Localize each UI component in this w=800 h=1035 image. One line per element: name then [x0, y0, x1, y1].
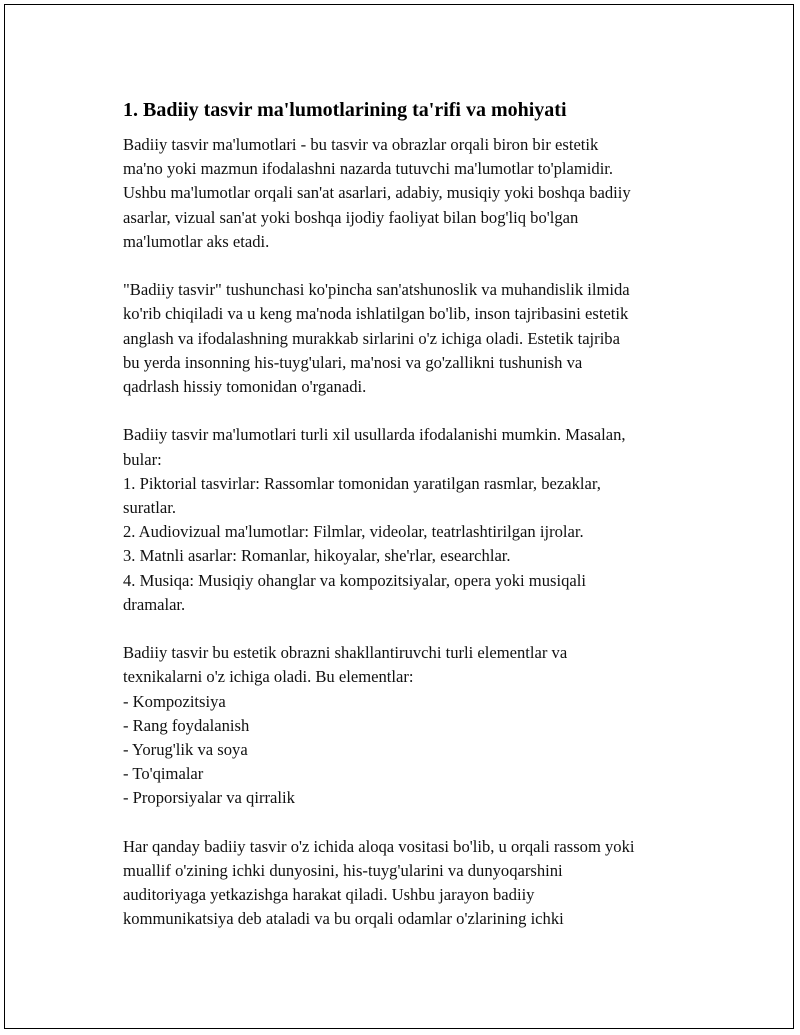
list-item: - Rang foydalanish: [123, 715, 250, 735]
text-line: ma'lumotlar aks etadi.: [123, 231, 270, 251]
list-item: 2. Audiovizual ma'lumotlar: Filmlar, videolar, teatrlashtirilgan ijrolar.: [123, 522, 584, 542]
text-line: Badiiy tasvir ma'lumotlari - bu tasvir va obrazlar orqali biron bir estetik: [123, 135, 599, 154]
list-item: - Yorug'lik va soya: [123, 740, 248, 760]
text-line: Badiiy tasvir bu estetik obrazni shakllantiruvchi turli elementlar va: [123, 643, 568, 663]
paragraph-elements-list: [123, 641, 705, 810]
page-frame: [4, 4, 794, 1029]
text-line: "Badiiy tasvir" tushunchasi ko'pincha san'atshunoslik va muhandislik ilmida: [123, 280, 630, 300]
list-item: 3. Matnli asarlar: Romanlar, hikoyalar, she'rlar, esearchlar.: [123, 546, 511, 566]
text-line: kommunikatsiya deb ataladi va bu orqali odamlar o'zlarining ichki: [123, 909, 564, 929]
list-item: 4. Musiqa: Musiqiy ohanglar va kompozitsiyalar, opera yoki musiqali: [123, 570, 586, 590]
text-line: anglash va ifodalashning murakkab sirlarini o'z ichiga oladi. Estetik tajriba: [123, 328, 620, 348]
text-line: asarlar, vizual san'at yoki boshqa ijodiy faoliyat bilan bog'liq bo'lgan: [123, 207, 579, 227]
paragraph-definition: [123, 133, 705, 254]
text-line: bu yerda insonning his-tuyg'ulari, ma'nosi va go'zallikni tushunish va: [123, 352, 583, 372]
text-line: auditoriyaga yetkazishga harakat qiladi. Ushbu jarayon badiiy: [123, 885, 535, 905]
paragraph-forms-list: [123, 423, 705, 617]
list-item: - Proporsiyalar va qirralik: [123, 788, 295, 808]
text-line: ko'rib chiqiladi va u keng ma'noda ishlatilgan bo'lib, inson tajribasini estetik: [123, 304, 629, 324]
text-line: muallif o'zining ichki dunyosini, his-tuyg'ularini va dunyoqarshini: [123, 861, 563, 881]
list-item: suratlar.: [123, 498, 176, 518]
text-line: Badiiy tasvir ma'lumotlari turli xil usullarda ifodalanishi mumkin. Masalan,: [123, 425, 626, 445]
text-line: ma'no yoki mazmun ifodalashni nazarda tutuvchi ma'lumotlar to'plamidir.: [123, 159, 614, 179]
section-title: 1. Badiiy tasvir ma'lumotlarining ta'rifi va mohiyati: [123, 99, 567, 121]
text-line: Har qanday badiiy tasvir o'z ichida aloqa vositasi bo'lib, u orqali rassom yoki: [123, 836, 635, 856]
text-line: texnikalarni o'z ichiga oladi. Bu elementlar:: [123, 667, 414, 687]
list-item: 1. Piktorial tasvirlar: Rassomlar tomonidan yaratilgan rasmlar, bezaklar,: [123, 473, 601, 493]
text-line: bular:: [123, 449, 162, 469]
list-item: dramalar.: [123, 594, 186, 614]
document-body: [123, 97, 705, 956]
paragraph-communication: [123, 835, 705, 932]
list-item: - To'qimalar: [123, 764, 204, 784]
text-line: Ushbu ma'lumotlar orqali san'at asarlari, adabiy, musiqiy yoki boshqa badiiy: [123, 183, 631, 203]
paragraph-concept: [123, 278, 705, 399]
text-line: qadrlash hissiy tomonidan o'rganadi.: [123, 377, 367, 397]
list-item: - Kompozitsiya: [123, 691, 226, 711]
